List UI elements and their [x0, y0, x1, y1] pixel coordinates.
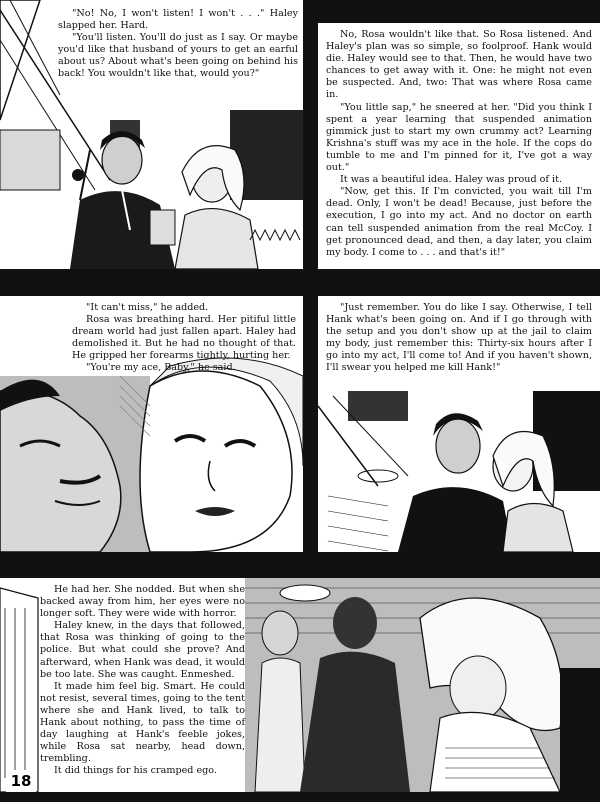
page-number: 18: [6, 770, 36, 792]
panel-3-paragraph: "You're my ace, Baby," he said.: [86, 362, 236, 374]
panel-5-paragraph: Haley knew, in the days that followed, that Rosa was thinking of going to the police. But what could she prove? And afterward, when Hank was dead, it would be too late. She was caught. Enmeshed.: [40, 620, 245, 680]
panel-3-paragraph: "It can't miss," he added.: [86, 302, 209, 313]
panel-1: [0, 0, 303, 269]
panel-5-text: [40, 584, 245, 778]
panel-2-text: [326, 29, 592, 259]
panel-2-paragraph: "Now, get this. If I'm convicted, you wait till I'm dead. Only, I won't be dead! Because, just before the execution, I go into my act. And no doctor on earth can tell suspended animation from the real McCoy. I get pronounced dead, and then, a day later, you claim my body. I come to . . . and that's it!": [326, 186, 592, 258]
panel-5-paragraph: It did things for his cramped ego.: [54, 765, 217, 777]
panel-1-paragraph: "You'll listen. You'll do just as I say. Or maybe you'd like that husband of yours to get an earful about us? About what's been going on behind his back! You wouldn't like that, would you?": [58, 32, 298, 80]
panel-3: [0, 296, 303, 552]
panel-5-paragraph: He had her. She nodded. But when she backed away from him, her eyes were no longer soft. They were wide with horror.: [40, 584, 245, 620]
panel-2-paragraph: "You little sap," he sneered at her. "Did you think I spent a year learning that suspended animation gimmick just to start my own crummy act? Learning Krishna's stuff was my ace in the hole. If the cops do tumble to me and I'm pinned for it, I've got a way out.": [326, 101, 592, 174]
panel-5: [0, 578, 600, 792]
panel-2: [318, 23, 600, 269]
panel-4-paragraph: "Just remember. You do like I say. Otherwise, I tell Hank what's been going on. And if I go through with the setup and you don't show up at the jail to claim my body, just remember this: Thirty-six hours after I go into my act, I'll come to! And if you haven't shown, I'll swear you helped me kill Hank!": [326, 302, 592, 374]
panel-1-paragraph: "No! No, I won't listen! I won't . . ." Haley slapped her. Hard.: [58, 8, 298, 32]
panel-2-paragraph: No, Rosa wouldn't like that. So Rosa listened. And Haley's plan was so simple, so foolproof. Hank would die. Haley would see to that. Then, he would have two chances to get away with it. One: he might not even be suspected. And, two: That was where Rosa came in.: [326, 29, 592, 101]
panel-3-paragraph: Rosa was breathing hard. Her pitiful little dream world had just fallen apart. Haley had demolished it. But he had no thought of that. He gripped her forearms tightly, hurting her.: [72, 314, 296, 362]
panel-1-text: [58, 8, 298, 81]
panel-2-paragraph: It was a beautiful idea. Haley was proud of it.: [340, 174, 562, 186]
panel-5-paragraph: It made him feel big. Smart. He could not resist, several times, going to the tent where she and Hank lived, to talk to Hank about nothing, to pass the time of day laughing at Hank's feeble jokes, while Rosa sat nearby, head down, trembling.: [40, 680, 245, 765]
panel-4-text: [326, 302, 592, 375]
panel-3-text: [72, 302, 296, 375]
panel-4: [318, 296, 600, 552]
